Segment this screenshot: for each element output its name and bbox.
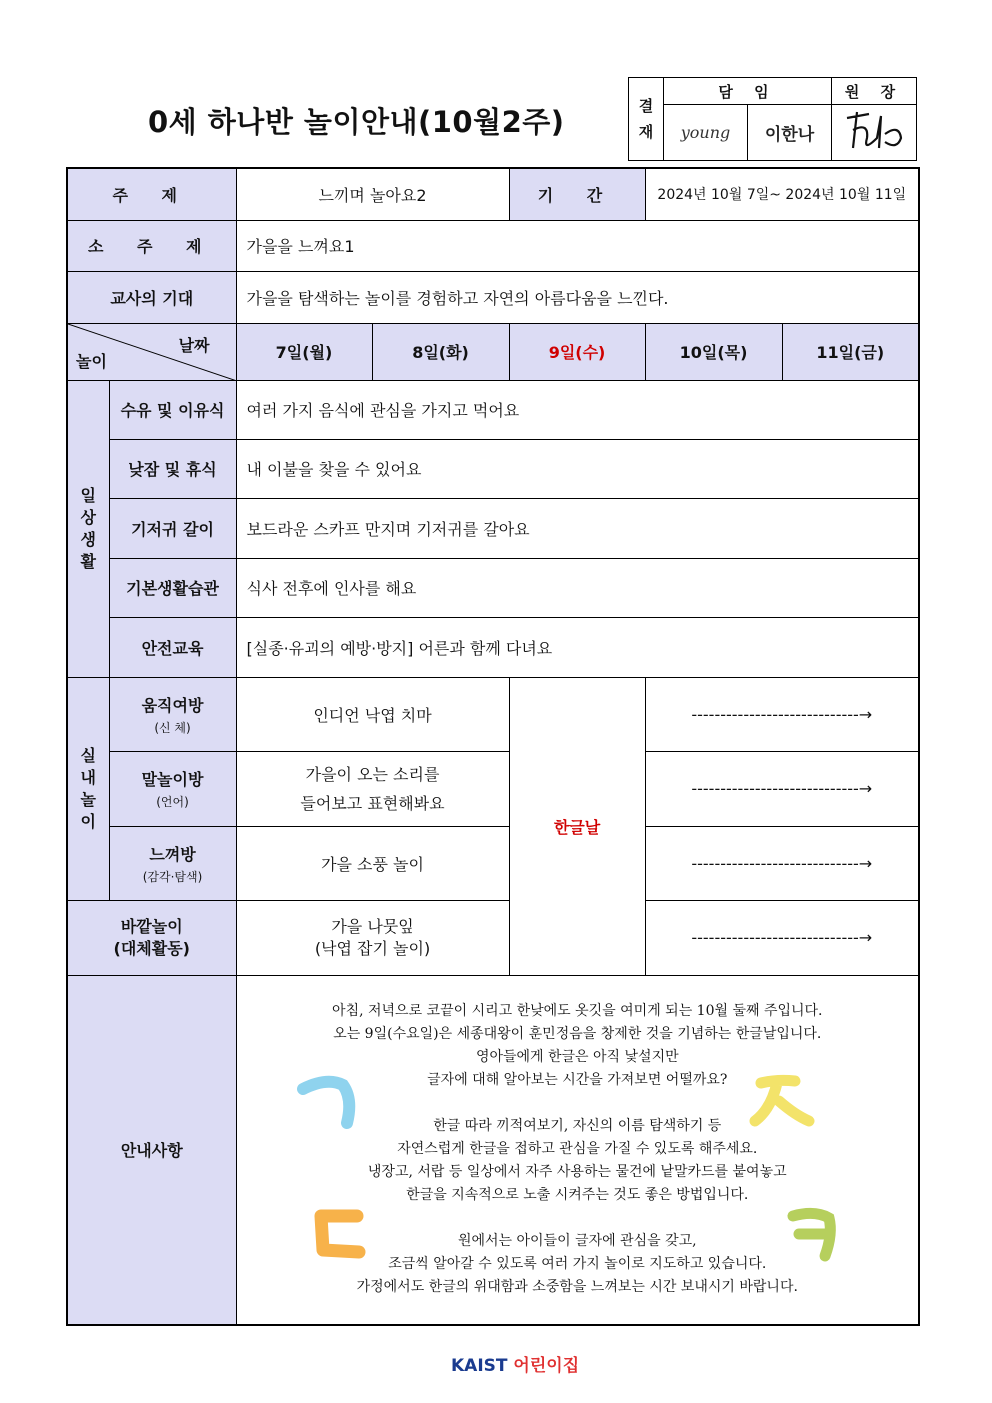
daily-row-value: 여러 가지 음식에 관심을 가지고 먹어요 bbox=[236, 380, 919, 439]
indoor-group: 실 내 놀 이 bbox=[67, 677, 109, 900]
indoor-row-label: 움직여방 (신 체) bbox=[109, 677, 236, 751]
logo-name: 어린이집 bbox=[513, 1356, 580, 1376]
continue-arrow: -----------------------------→ bbox=[645, 826, 919, 900]
notice-line bbox=[237, 1207, 919, 1230]
approval-teacher-header: 담 임 bbox=[664, 78, 832, 105]
signature-teacher-2: 이한나 bbox=[748, 105, 832, 161]
notice-line: 한글 따라 끼적여보기, 자신의 이름 탐색하기 등 bbox=[433, 1118, 722, 1135]
day-mon: 7일(월) bbox=[236, 323, 372, 380]
approval-label-1: 결 bbox=[638, 97, 654, 115]
date-label: 날짜 bbox=[178, 335, 210, 355]
daily-row-value: 보드라운 스카프 만지며 기저귀를 갈아요 bbox=[236, 498, 919, 558]
approval-director-header: 원 장 bbox=[832, 78, 917, 105]
daily-row-label: 기본생활습관 bbox=[109, 558, 236, 617]
outdoor-value: 가을 나뭇잎 (낙엽 잡기 놀이) bbox=[236, 900, 509, 975]
daily-row-value: 내 이불을 찾을 수 있어요 bbox=[236, 439, 919, 498]
notice-line: 아침, 저녁으로 코끝이 시리고 한낮에도 옷깃을 여미게 되는 10월 둘째 주입니다. bbox=[332, 1003, 823, 1020]
continue-arrow: -----------------------------→ bbox=[645, 751, 919, 826]
approval-label bbox=[629, 78, 664, 161]
theme-label: 주 제 bbox=[67, 168, 236, 220]
notice-line: 냉장고, 서랍 등 일상에서 자주 사용하는 물건에 낱말카드를 붙여놓고 bbox=[367, 1164, 787, 1181]
notice-line: 글자에 대해 알아보는 시간을 가져보면 어떨까요? bbox=[427, 1072, 728, 1089]
outdoor-label: 바깥놀이 (대체활동) bbox=[67, 900, 236, 975]
daily-row-label: 기저귀 갈이 bbox=[109, 498, 236, 558]
day-fri: 11일(금) bbox=[782, 323, 919, 380]
continue-arrow: -----------------------------→ bbox=[645, 677, 919, 751]
daily-row-value: [실종·유괴의 예방·방지] 어른과 함께 다녀요 bbox=[236, 617, 919, 677]
date-play-corner bbox=[67, 323, 236, 380]
indoor-row-label: 느껴방 (감각·탐색) bbox=[109, 826, 236, 900]
notice-label: 안내사항 bbox=[67, 975, 236, 1325]
approval-label-2: 재 bbox=[638, 123, 654, 141]
daily-row-label: 낮잠 및 휴식 bbox=[109, 439, 236, 498]
theme-value: 느끼며 놀아요2 bbox=[236, 168, 509, 220]
daily-row-label: 수유 및 이유식 bbox=[109, 380, 236, 439]
approval-box bbox=[628, 77, 917, 161]
director-signature-image bbox=[839, 108, 909, 154]
daily-row-value: 식사 전후에 인사를 해요 bbox=[236, 558, 919, 617]
kaist-logo bbox=[451, 1351, 579, 1376]
subtheme-value: 가을을 느껴요1 bbox=[236, 220, 919, 271]
notice-line: 가정에서도 한글의 위대함과 소중함을 느껴보는 시간 보내시기 바랍니다. bbox=[356, 1279, 798, 1296]
holiday-cell: 한글날 bbox=[509, 677, 645, 975]
notice-line: 영아들에게 한글은 아직 낯설지만 bbox=[475, 1049, 679, 1066]
indoor-row-value: 가을이 오는 소리를 들어보고 표현해봐요 bbox=[236, 751, 509, 826]
play-label: 놀이 bbox=[76, 351, 107, 371]
continue-arrow: -----------------------------→ bbox=[645, 900, 919, 975]
day-tue: 8일(화) bbox=[372, 323, 509, 380]
page-title: 0세 하나반 놀이안내(10월2주) bbox=[148, 105, 565, 139]
indoor-row-value: 가을 소풍 놀이 bbox=[236, 826, 509, 900]
period-value: 2024년 10월 7일~ 2024년 10월 11일 bbox=[645, 168, 919, 220]
notice-text bbox=[237, 1000, 919, 1299]
notice-line: 원에서는 아이들이 글자에 관심을 갖고, bbox=[457, 1233, 697, 1250]
day-wed: 9일(수) bbox=[509, 323, 645, 380]
indoor-row-label: 말놀이방 (언어) bbox=[109, 751, 236, 826]
daily-life-group: 일 상 생 활 bbox=[67, 380, 109, 677]
notice-line: 조금씩 알아갈 수 있도록 여러 가지 놀이로 지도하고 있습니다. bbox=[388, 1256, 767, 1273]
subtheme-label: 소 주 제 bbox=[67, 220, 236, 271]
period-label: 기 간 bbox=[509, 168, 645, 220]
notice-line: 한글을 지속적으로 노출 시켜주는 것도 좋은 방법입니다. bbox=[406, 1187, 749, 1204]
notice-line bbox=[237, 1092, 919, 1115]
signature-teacher-1: young bbox=[664, 105, 748, 161]
logo-kaist: KAIST bbox=[451, 1356, 508, 1376]
daily-row-label: 안전교육 bbox=[109, 617, 236, 677]
notice-line: 자연스럽게 한글을 접하고 관심을 가질 수 있도록 해주세요. bbox=[397, 1141, 758, 1158]
plan-table bbox=[66, 167, 920, 1326]
notice-line: 오는 9일(수요일)은 세종대왕이 훈민정음을 창제한 것을 기념하는 한글날입니다. bbox=[333, 1026, 822, 1043]
teacher-expectation-label: 교사의 기대 bbox=[67, 271, 236, 323]
signature-director bbox=[832, 105, 917, 161]
day-thu: 10일(목) bbox=[645, 323, 782, 380]
indoor-row-value: 인디언 낙엽 치마 bbox=[236, 677, 509, 751]
notice-content bbox=[236, 975, 919, 1325]
teacher-expectation-value: 가을을 탐색하는 놀이를 경험하고 자연의 아름다움을 느낀다. bbox=[236, 271, 919, 323]
